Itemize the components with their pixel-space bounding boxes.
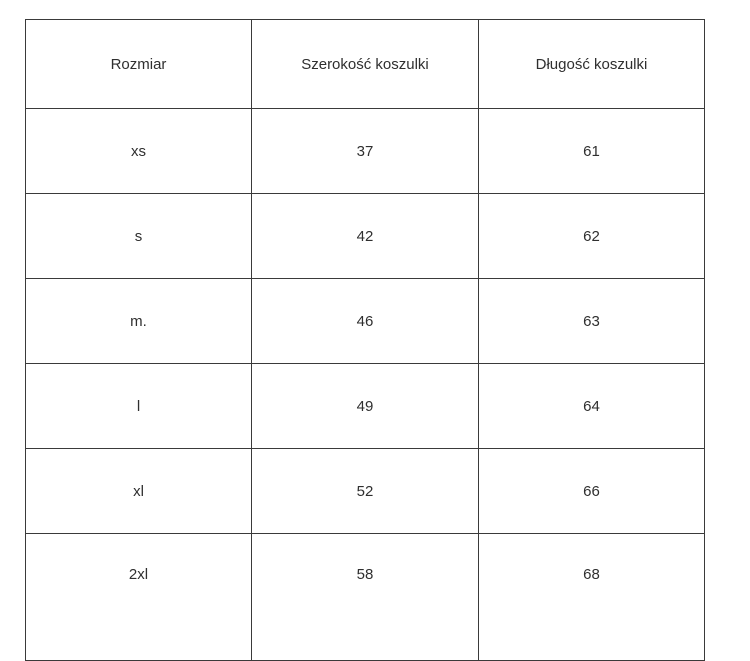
table-body bbox=[26, 109, 705, 661]
cell-width: 52 bbox=[252, 449, 479, 534]
cell-width: 42 bbox=[252, 194, 479, 279]
cell-size: 2xl bbox=[26, 534, 252, 661]
cell-width: 58 bbox=[252, 534, 479, 661]
cell-width: 37 bbox=[252, 109, 479, 194]
table-header-row bbox=[26, 20, 705, 109]
column-header-length: Długość koszulki bbox=[479, 20, 705, 109]
cell-size: s bbox=[26, 194, 252, 279]
column-header-width: Szerokość koszulki bbox=[252, 20, 479, 109]
table-row bbox=[26, 449, 705, 534]
cell-size: l bbox=[26, 364, 252, 449]
size-chart-table bbox=[25, 19, 705, 661]
cell-length: 61 bbox=[479, 109, 705, 194]
column-header-size: Rozmiar bbox=[26, 20, 252, 109]
table-header bbox=[26, 20, 705, 109]
cell-length: 62 bbox=[479, 194, 705, 279]
cell-size: xl bbox=[26, 449, 252, 534]
cell-width: 46 bbox=[252, 279, 479, 364]
cell-length: 66 bbox=[479, 449, 705, 534]
size-chart-container bbox=[25, 19, 704, 661]
cell-size: m. bbox=[26, 279, 252, 364]
cell-length: 68 bbox=[479, 534, 705, 661]
cell-size: xs bbox=[26, 109, 252, 194]
table-row bbox=[26, 534, 705, 661]
table-row bbox=[26, 194, 705, 279]
table-row bbox=[26, 364, 705, 449]
cell-length: 63 bbox=[479, 279, 705, 364]
cell-width: 49 bbox=[252, 364, 479, 449]
table-row bbox=[26, 279, 705, 364]
table-row bbox=[26, 109, 705, 194]
cell-length: 64 bbox=[479, 364, 705, 449]
